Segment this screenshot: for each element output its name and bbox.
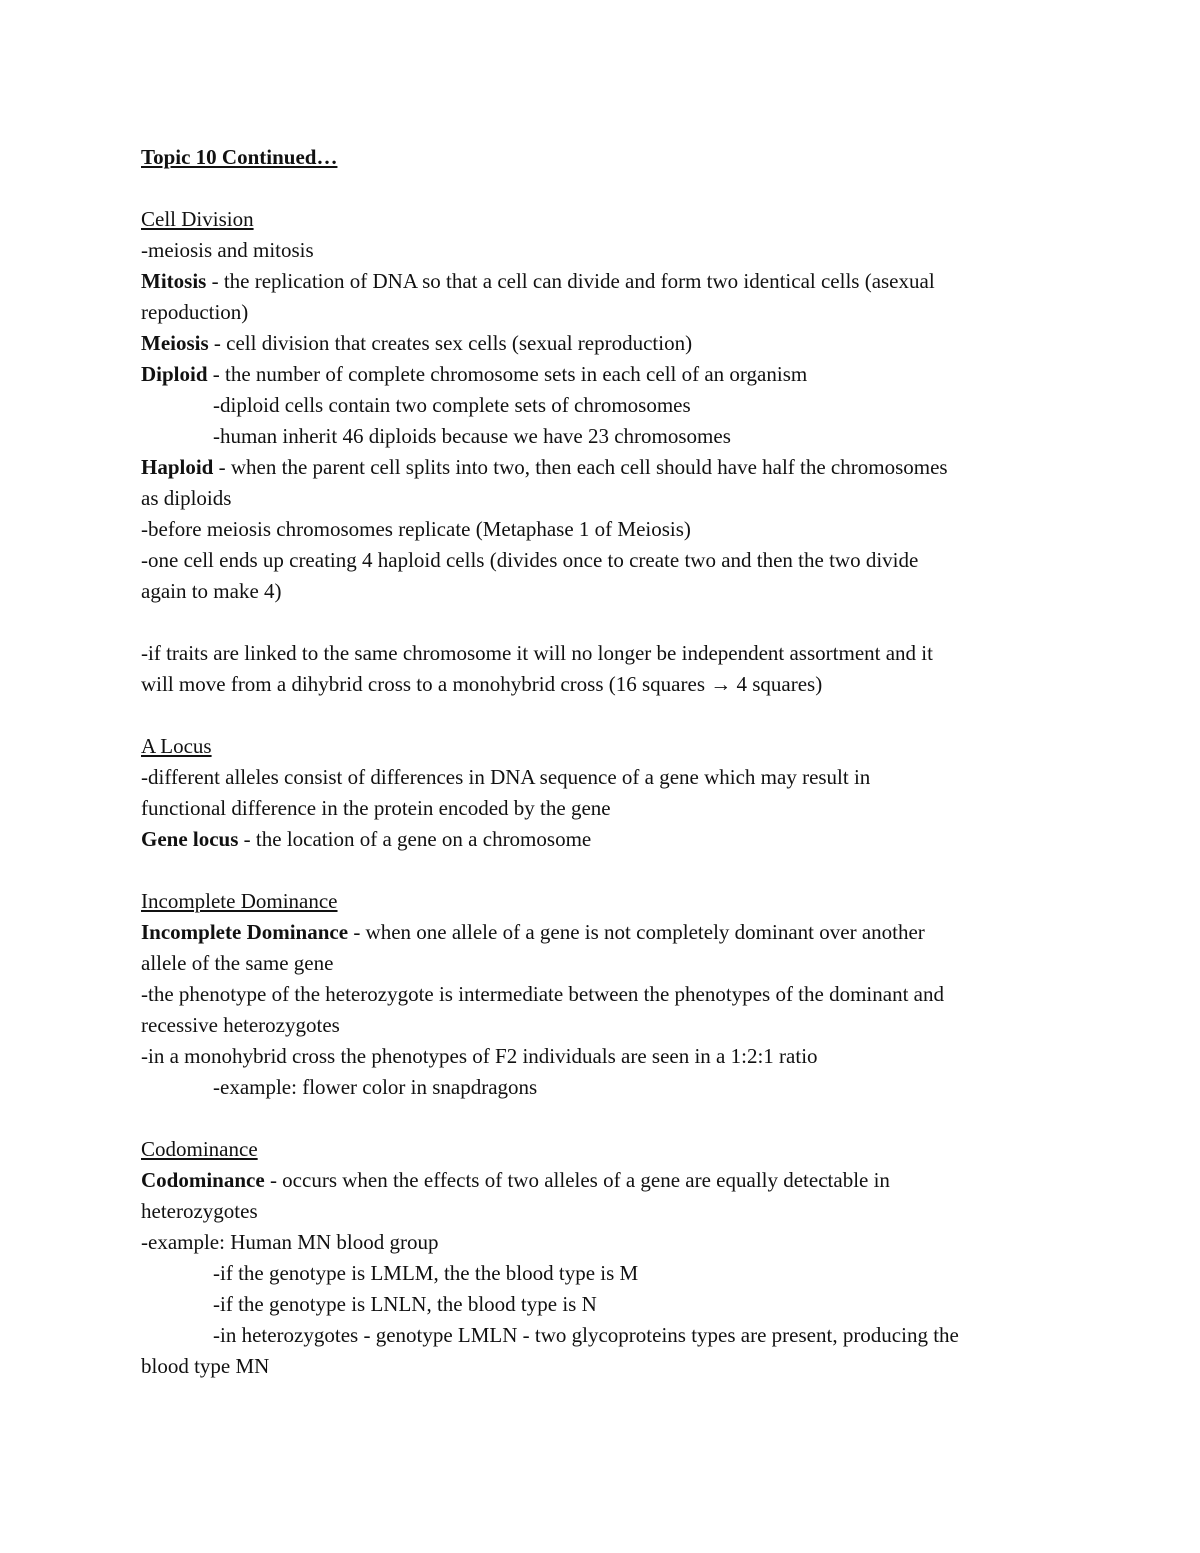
spacer — [141, 855, 1061, 886]
diploid-note: -diploid cells contain two complete sets of chromosomes — [213, 393, 691, 417]
meiosis-term: Meiosis — [141, 331, 209, 355]
mitosis-definition — [141, 266, 1061, 297]
codominance-case: -if the genotype is LNLN, the blood type is N — [213, 1292, 597, 1316]
codominance-def-text: - occurs when the effects of two alleles of a gene are equally detectable in — [264, 1168, 890, 1192]
page-title: Topic 10 Continued… — [141, 145, 338, 169]
mitosis-def-text: - the replication of DNA so that a cell can divide and form two identical cells (asexual — [206, 269, 935, 293]
meiosis-note-cont: again to make 4) — [141, 579, 282, 603]
diploid-term: Diploid — [141, 362, 208, 386]
section-heading-locus: A Locus — [141, 734, 212, 758]
mitosis-term: Mitosis — [141, 269, 207, 293]
codominance-definition — [141, 1165, 1061, 1196]
gene-locus-def-text: - the location of a gene on a chromosome — [238, 827, 592, 851]
linked-traits-note: -if traits are linked to the same chromosome it will no longer be independent assortment and it — [141, 641, 933, 665]
codominance-case-cont: blood type MN — [141, 1354, 270, 1378]
codominance-term: Codominance — [141, 1168, 265, 1192]
meiosis-definition — [141, 328, 1061, 359]
document-page — [141, 142, 1061, 1382]
section-heading-cell-division: Cell Division — [141, 207, 254, 231]
spacer — [141, 607, 1061, 638]
incomplete-dominance-def-text: - when one allele of a gene is not completely dominant over another — [348, 920, 925, 944]
incomplete-dominance-definition-cont: allele of the same gene — [141, 951, 334, 975]
codominance-definition-cont: heterozygotes — [141, 1199, 258, 1223]
haploid-def-text: - when the parent cell splits into two, then each cell should have half the chromosomes — [213, 455, 948, 479]
diploid-def-text: - the number of complete chromosome sets in each cell of an organism — [207, 362, 808, 386]
meiosis-note: -before meiosis chromosomes replicate (Metaphase 1 of Meiosis) — [141, 517, 691, 541]
section-heading-codominance: Codominance — [141, 1137, 258, 1161]
haploid-term: Haploid — [141, 455, 214, 479]
gene-locus-definition — [141, 824, 1061, 855]
codominance-example: -example: Human MN blood group — [141, 1230, 439, 1254]
spacer — [141, 1103, 1061, 1134]
spacer — [141, 700, 1061, 731]
incomplete-dominance-note: -the phenotype of the heterozygote is intermediate between the phenotypes of the dominant and — [141, 982, 944, 1006]
incomplete-dominance-note-cont: recessive heterozygotes — [141, 1013, 340, 1037]
section-heading-incomplete-dominance: Incomplete Dominance — [141, 889, 338, 913]
linked-traits-note-cont: will move from a dihybrid cross to a monohybrid cross (16 squares → 4 squares) — [141, 672, 823, 696]
haploid-definition-cont: as diploids — [141, 486, 232, 510]
incomplete-dominance-definition — [141, 917, 1061, 948]
locus-note-cont: functional difference in the protein encoded by the gene — [141, 796, 611, 820]
locus-note: -different alleles consist of differences in DNA sequence of a gene which may result in — [141, 765, 871, 789]
diploid-definition — [141, 359, 1061, 390]
gene-locus-term: Gene locus — [141, 827, 239, 851]
haploid-definition — [141, 452, 1061, 483]
diploid-note: -human inherit 46 diploids because we have 23 chromosomes — [213, 424, 731, 448]
incomplete-dominance-example: -example: flower color in snapdragons — [213, 1075, 538, 1099]
mitosis-definition-cont: repoduction) — [141, 300, 249, 324]
codominance-case: -in heterozygotes - genotype LMLN - two glycoproteins types are present, producing the — [213, 1323, 959, 1347]
meiosis-note: -one cell ends up creating 4 haploid cells (divides once to create two and then the two divide — [141, 548, 919, 572]
meiosis-def-text: - cell division that creates sex cells (sexual reproduction) — [208, 331, 693, 355]
cell-division-intro: -meiosis and mitosis — [141, 238, 314, 262]
spacer — [141, 173, 1061, 204]
codominance-case: -if the genotype is LMLM, the the blood type is M — [213, 1261, 639, 1285]
incomplete-dominance-note: -in a monohybrid cross the phenotypes of F2 individuals are seen in a 1:2:1 ratio — [141, 1044, 818, 1068]
incomplete-dominance-term: Incomplete Dominance — [141, 920, 349, 944]
